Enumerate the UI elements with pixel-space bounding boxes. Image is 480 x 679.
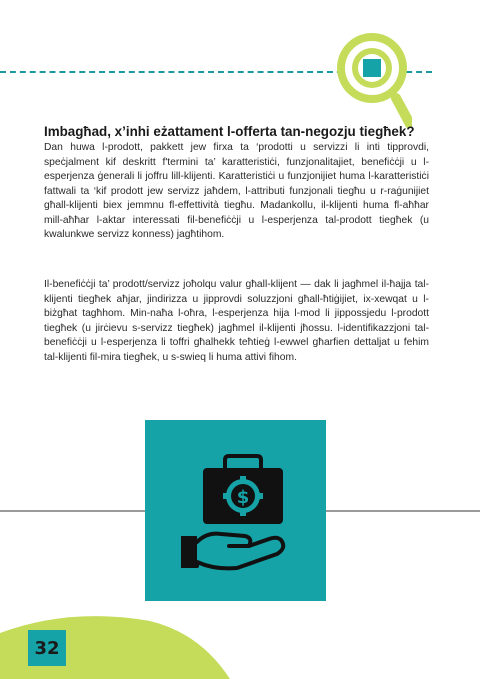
horizontal-rule-left — [0, 510, 145, 512]
section-heading: Imbagħad, x’inhi eżattament l-offerta tan-negozju tiegħek? — [44, 124, 415, 139]
svg-text:$: $ — [236, 487, 250, 508]
horizontal-rule-right — [326, 510, 480, 512]
hand-holding-money-case-icon — [145, 420, 326, 601]
magnifier-icon — [332, 28, 412, 128]
illustration-panel — [145, 420, 326, 601]
page-number: 32 — [34, 637, 60, 659]
page-number-badge — [28, 630, 66, 666]
paragraph-1: Dan huwa l-prodott, pakkett jew firxa ta ‘prodotti u servizzi li inti tipprovdi, speċjalment kif deskritt f'termini ta’ karatteristiċi, funzjonalitajiet, benefiċċji u l-esperjenza ġenerali li joffru lill-klijenti. Karatteristiċi u funzjonijiet huma l-karatteristiċi fattwali ta ‘kif prodott jew servizz jaħdem, l-attributi funzjonali tiegħu u r-raġunijiet għall-klijenti biex jemmnu fl-effettività tiegħu. Madankollu, il-klijenti huma fl-aħħar mill-aħħar l-aktar interessati fil-benefiċċji u l-esperjenza tal-prodott tiegħek (u kwalunkwe servizz konness) jagħtihom. — [44, 142, 429, 240]
paragraph-2: Il-benefiċċji ta’ prodott/servizz joħolqu valur għall-klijent — dak li jagħmel il-ħajja tal-klijenti tiegħek aħjar, jindirizza u jipprovdi soluzzjoni għall-ħtiġijiet, ix-xewqat u l-biżgħat tagħhom. Min-naħa l-oħra, l-esperjenza hija l-mod li jippossjedu l-prodott tiegħek (u jirċievu s-servizz tiegħek) jagħmel il-klijenti jħossu. l-identifikazzjoni tal-benefiċċji u l-esperjenza li toffri għalhekk teħtieġ l-ewwel għarfien dettaljat u fehim tal-klijenti fil-mira tiegħek, u s-swieq li huma attivi fihom. — [44, 279, 429, 363]
